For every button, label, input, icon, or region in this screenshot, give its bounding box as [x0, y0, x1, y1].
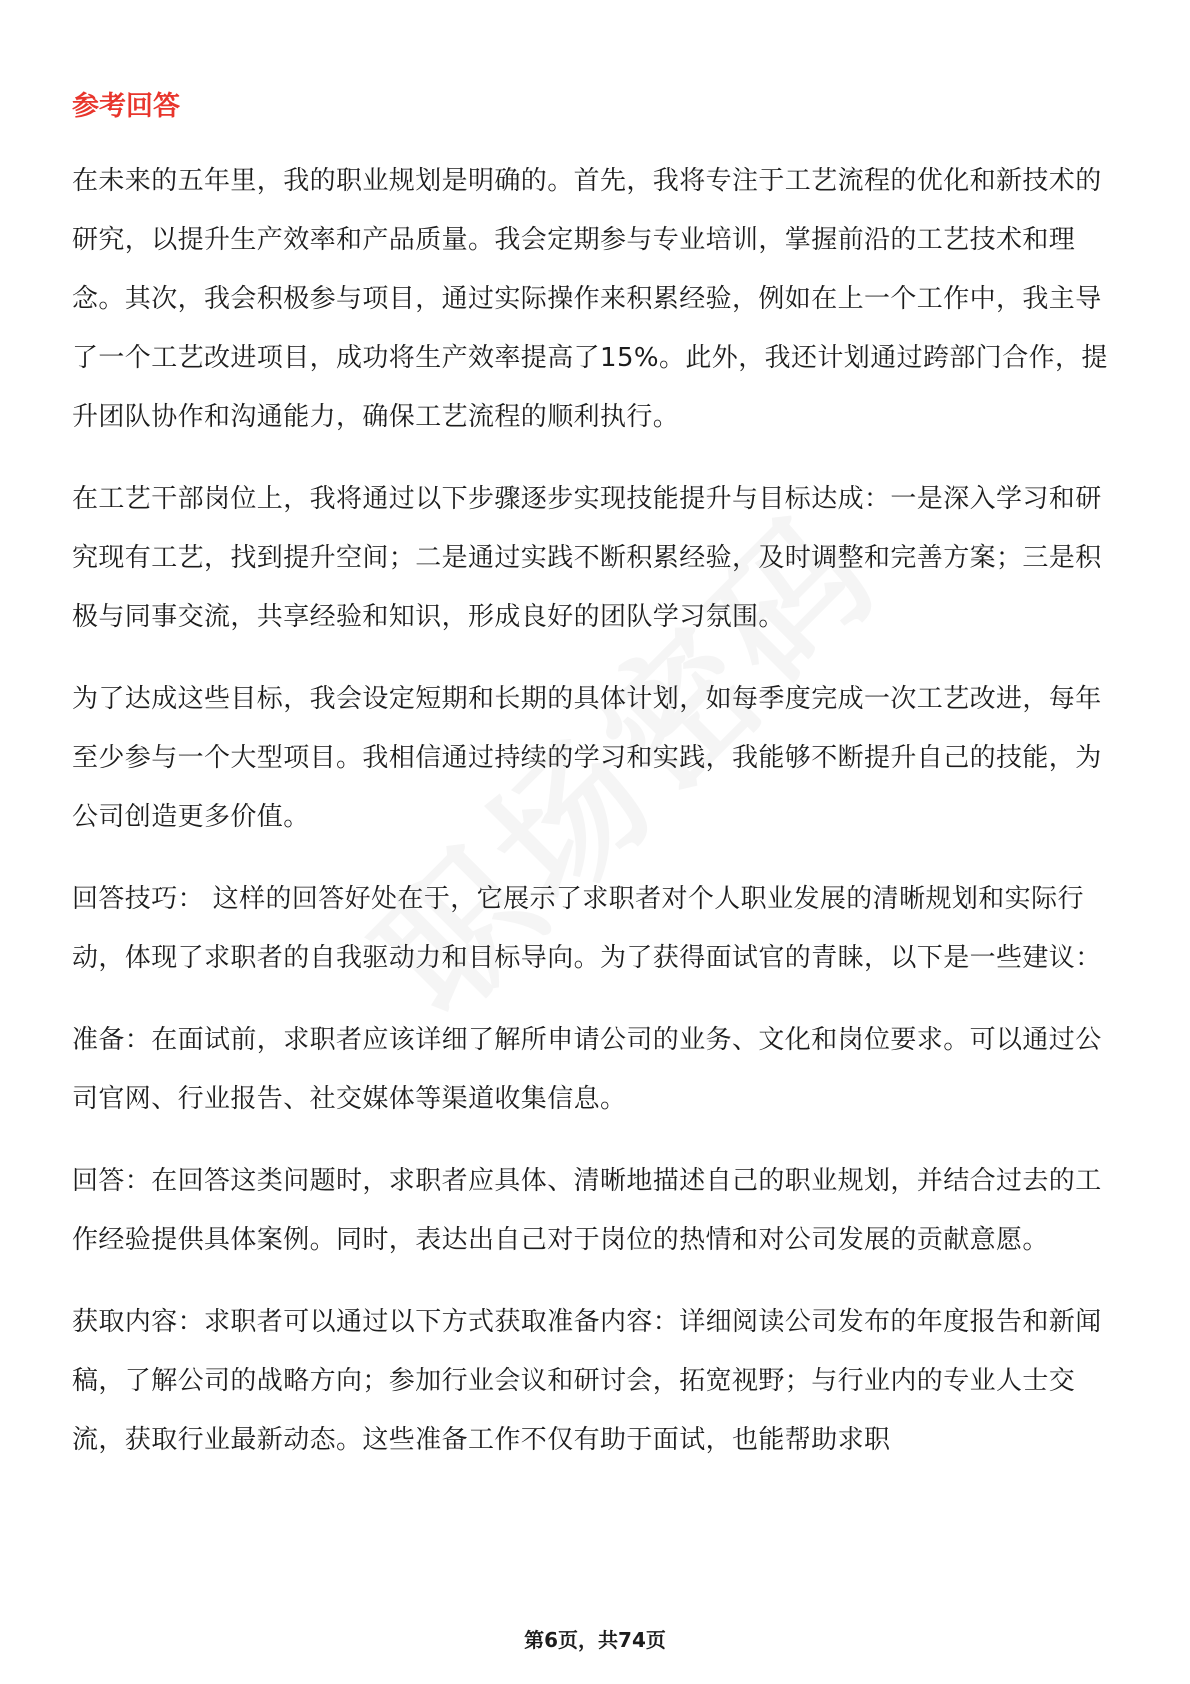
- paragraph-preparation: 准备：在面试前，求职者应该详细了解所申请公司的业务、文化和岗位要求。可以通过公司官网、行业报告、社交媒体等渠道收集信息。: [72, 1025, 1102, 1114]
- paragraph-goals: 为了达成这些目标，我会设定短期和长期的具体计划，如每季度完成一次工艺改进，每年至少参与一个大型项目。我相信通过持续的学习和实践，我能够不断提升自己的技能，为公司创造更多价值。: [72, 684, 1102, 832]
- section-title: 参考回答: [72, 91, 180, 122]
- page-number: 第6页，共74页: [524, 1628, 666, 1652]
- page-content: [72, 86, 1122, 1493]
- paragraph-skill-steps: 在工艺干部岗位上，我将通过以下步骤逐步实现技能提升与目标达成：一是深入学习和研究现有工艺，找到提升空间；二是通过实践不断积累经验，及时调整和完善方案；三是积极与同事交流，共享经验和知识，形成良好的团队学习氛围。: [72, 484, 1102, 632]
- paragraph-getting-content: 获取内容：求职者可以通过以下方式获取准备内容：详细阅读公司发布的年度报告和新闻稿，了解公司的战略方向；参加行业会议和研讨会，拓宽视野；与行业内的专业人士交流，获取行业最新动态。这些准备工作不仅有助于面试，也能帮助求职: [72, 1307, 1102, 1455]
- paragraph-answering: 回答：在回答这类问题时，求职者应具体、清晰地描述自己的职业规划，并结合过去的工作经验提供具体案例。同时，表达出自己对于岗位的热情和对公司发展的贡献意愿。: [72, 1166, 1102, 1255]
- paragraph-career-plan: 在未来的五年里，我的职业规划是明确的。首先，我将专注于工艺流程的优化和新技术的研究，以提升生产效率和产品质量。我会定期参与专业培训，掌握前沿的工艺技术和理念。其次，我会积极参与项目，通过实际操作来积累经验，例如在上一个工作中，我主导了一个工艺改进项目，成功将生产效率提高了15%。此外，我还计划通过跨部门合作，提升团队协作和沟通能力，确保工艺流程的顺利执行。: [72, 166, 1108, 432]
- paragraph-answer-tips: 回答技巧： 这样的回答好处在于，它展示了求职者对个人职业发展的清晰规划和实际行动，体现了求职者的自我驱动力和目标导向。为了获得面试官的青睐，以下是一些建议：: [72, 884, 1102, 973]
